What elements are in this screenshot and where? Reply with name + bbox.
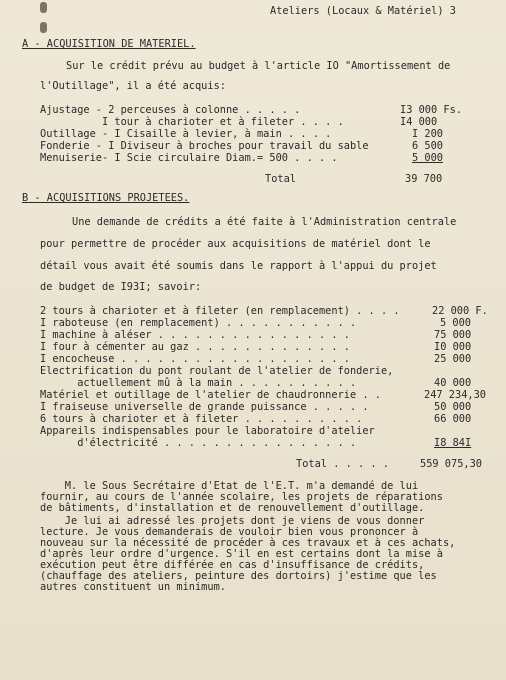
section-b-item-amount: 66 000 xyxy=(434,413,472,425)
section-a-item-amount: I 200 xyxy=(412,128,443,140)
section-b-item-amount: 5 000 xyxy=(440,317,471,329)
section-a-total-label: Total xyxy=(265,173,296,185)
closing-line: lecture. Je vous demanderais de vouloir bien vous prononcer à xyxy=(40,526,419,538)
closing-line: nouveau sur la nécessité de procéder à ces travaux et à ces achats, xyxy=(40,537,456,549)
section-b-intro-4: de budget de I93I; savoir: xyxy=(40,281,202,293)
section-b-title: B - ACQUISITIONS PROJETEES. xyxy=(22,192,190,204)
closing-line: fournir, au cours de l'année scolaire, les projets de réparations xyxy=(40,491,443,503)
section-b-item-label: Matériel et outillage de l'atelier de chaudronnerie . . xyxy=(40,389,381,401)
section-a-intro-2: l'Outillage", il a été acquis: xyxy=(40,80,226,92)
section-b-intro-1: Une demande de crédits a été faite à l'Administration centrale xyxy=(72,216,457,228)
section-a-item-amount: 5 000 xyxy=(412,152,443,164)
section-a-total-amount: 39 700 xyxy=(405,173,443,185)
closing-line: de bâtiments, d'installation et de renouvellement d'outillage. xyxy=(40,502,425,514)
section-b-item-label: I machine à aléser . . . . . . . . . . . . . . . . xyxy=(40,329,350,341)
closing-line: Je lui ai adressé les projets dont je viens de vous donner xyxy=(40,515,425,527)
section-a-item-amount: 6 500 xyxy=(412,140,443,152)
section-b-item-label: I encocheuse . . . . . . . . . . . . . . . . . . . xyxy=(40,353,350,365)
section-a-item-amount: I3 000 Fs. xyxy=(400,104,462,116)
closing-line: exécution peut être différée en cas d'insuffisance de crédits, xyxy=(40,559,425,571)
section-b-item-label: I four à cémenter au gaz . . . . . . . . . . . . . xyxy=(40,341,350,353)
section-b-item-label: actuellement mû à la main . . . . . . . . . . xyxy=(40,377,357,389)
section-b-item-label: 2 tours à charioter et à fileter (en remplacement) . . . . xyxy=(40,305,400,317)
section-b-item-amount: I0 000 xyxy=(434,341,472,353)
section-a-item-label: I tour à charioter et à fileter . . . . xyxy=(40,116,344,128)
section-b-item-amount: 25 000 xyxy=(434,353,472,365)
section-b-item-amount: I8 84I xyxy=(434,437,472,449)
section-b-intro-2: pour permettre de procéder aux acquisitions de matériel dont le xyxy=(40,238,431,250)
section-a-item-label: Fonderie - I Diviseur à broches pour travail du sable xyxy=(40,140,369,152)
punch-hole-icon xyxy=(40,22,47,33)
section-b-total-amount: 559 075,30 xyxy=(420,458,482,470)
section-b-item-label: d'électricité . . . . . . . . . . . . . . . . xyxy=(40,437,357,449)
closing-line: autres constituent un minimum. xyxy=(40,581,226,593)
section-b-item-amount: 247 234,30 xyxy=(424,389,486,401)
page-header: Ateliers (Locaux & Matériel) 3 xyxy=(270,5,456,17)
section-b-item-label: I fraiseuse universelle de grande puissance . . . . . xyxy=(40,401,369,413)
section-b-item-amount: 75 000 xyxy=(434,329,472,341)
section-b-item-amount: 40 000 xyxy=(434,377,472,389)
section-b-item-label: Appareils indispensables pour le laboratoire d'atelier xyxy=(40,425,375,437)
closing-line: d'après leur ordre d'urgence. S'il en est certains dont la mise à xyxy=(40,548,443,560)
section-a-item-label: Outillage - I Cisaille à levier, à main . . . . xyxy=(40,128,332,140)
section-b-intro-3: détail vous avait été soumis dans le rapport à l'appui du projet xyxy=(40,260,437,272)
punch-hole-icon xyxy=(40,2,47,13)
closing-line: M. le Sous Secrétaire d'Etat de l'E.T. m'a demandé de lui xyxy=(40,480,419,492)
section-b-item-amount: 22 000 F. xyxy=(432,305,488,317)
closing-line: (chauffage des ateliers, peinture des dortoirs) j'estime que les xyxy=(40,570,437,582)
section-a-item-label: Menuiserie- I Scie circulaire Diam.= 500 . . . . xyxy=(40,152,338,164)
section-a-item-amount: I4 000 xyxy=(400,116,438,128)
section-a-item-label: Ajustage - 2 perceuses à colonne . . . . . xyxy=(40,104,301,116)
section-b-item-amount: 50 000 xyxy=(434,401,472,413)
section-a-title: A - ACQUISITION DE MATERIEL. xyxy=(22,38,196,50)
section-b-item-label: I raboteuse (en remplacement) . . . . . . . . . . . xyxy=(40,317,357,329)
section-b-item-label: 6 tours à charioter et à fileter . . . . . . . . . . xyxy=(40,413,363,425)
section-b-item-label: Electrification du pont roulant de l'atelier de fonderie, xyxy=(40,365,394,377)
section-b-total-label: Total . . . . . xyxy=(296,458,389,470)
section-a-intro-1: Sur le crédit prévu au budget à l'article IO "Amortissement de xyxy=(66,60,451,72)
